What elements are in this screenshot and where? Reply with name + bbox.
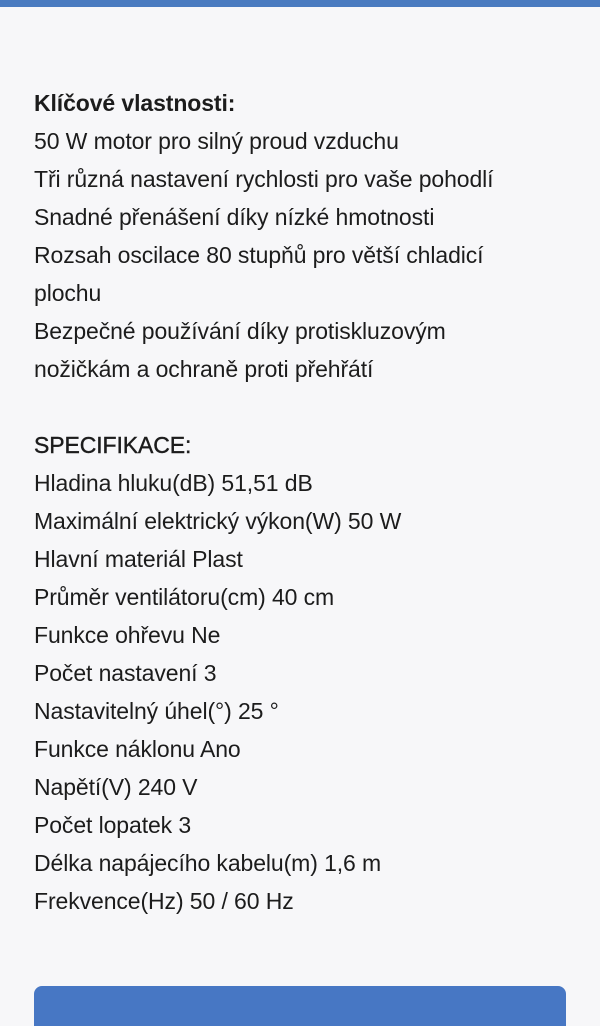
spec-item-settings: Počet nastavení 3 [34, 660, 217, 686]
spec-item-voltage: Napětí(V) 240 V [34, 774, 198, 800]
bottom-action-button[interactable] [34, 986, 566, 1026]
key-feature-item: Rozsah oscilace 80 stupňů pro větší chladicí plochu [34, 242, 484, 306]
specifications-heading: SPECIFIKACE: [34, 432, 192, 458]
product-description [34, 84, 574, 920]
key-feature-item: 50 W motor pro silný proud vzduchu [34, 128, 399, 154]
key-feature-item: Tři různá nastavení rychlosti pro vaše pohodlí [34, 166, 494, 192]
spec-item-heating: Funkce ohřevu Ne [34, 622, 221, 648]
spec-item-noise: Hladina hluku(dB) 51,51 dB [34, 470, 313, 496]
spec-item-frequency: Frekvence(Hz) 50 / 60 Hz [34, 888, 294, 914]
key-features-heading: Klíčové vlastnosti: [34, 90, 236, 116]
spec-item-cable: Délka napájecího kabelu(m) 1,6 m [34, 850, 382, 876]
top-accent-strip [0, 0, 600, 7]
spec-item-power: Maximální elektrický výkon(W) 50 W [34, 508, 402, 534]
section-spacer [34, 388, 574, 426]
spec-item-material: Hlavní materiál Plast [34, 546, 243, 572]
spec-item-tilt: Funkce náklonu Ano [34, 736, 241, 762]
spec-item-angle: Nastavitelný úhel(°) 25 ° [34, 698, 279, 724]
spec-item-diameter: Průměr ventilátoru(cm) 40 cm [34, 584, 335, 610]
key-feature-item: Snadné přenášení díky nízké hmotnosti [34, 204, 435, 230]
spec-item-blades: Počet lopatek 3 [34, 812, 192, 838]
key-feature-item: Bezpečné používání díky protiskluzovým nožičkám a ochraně proti přehřátí [34, 318, 446, 382]
